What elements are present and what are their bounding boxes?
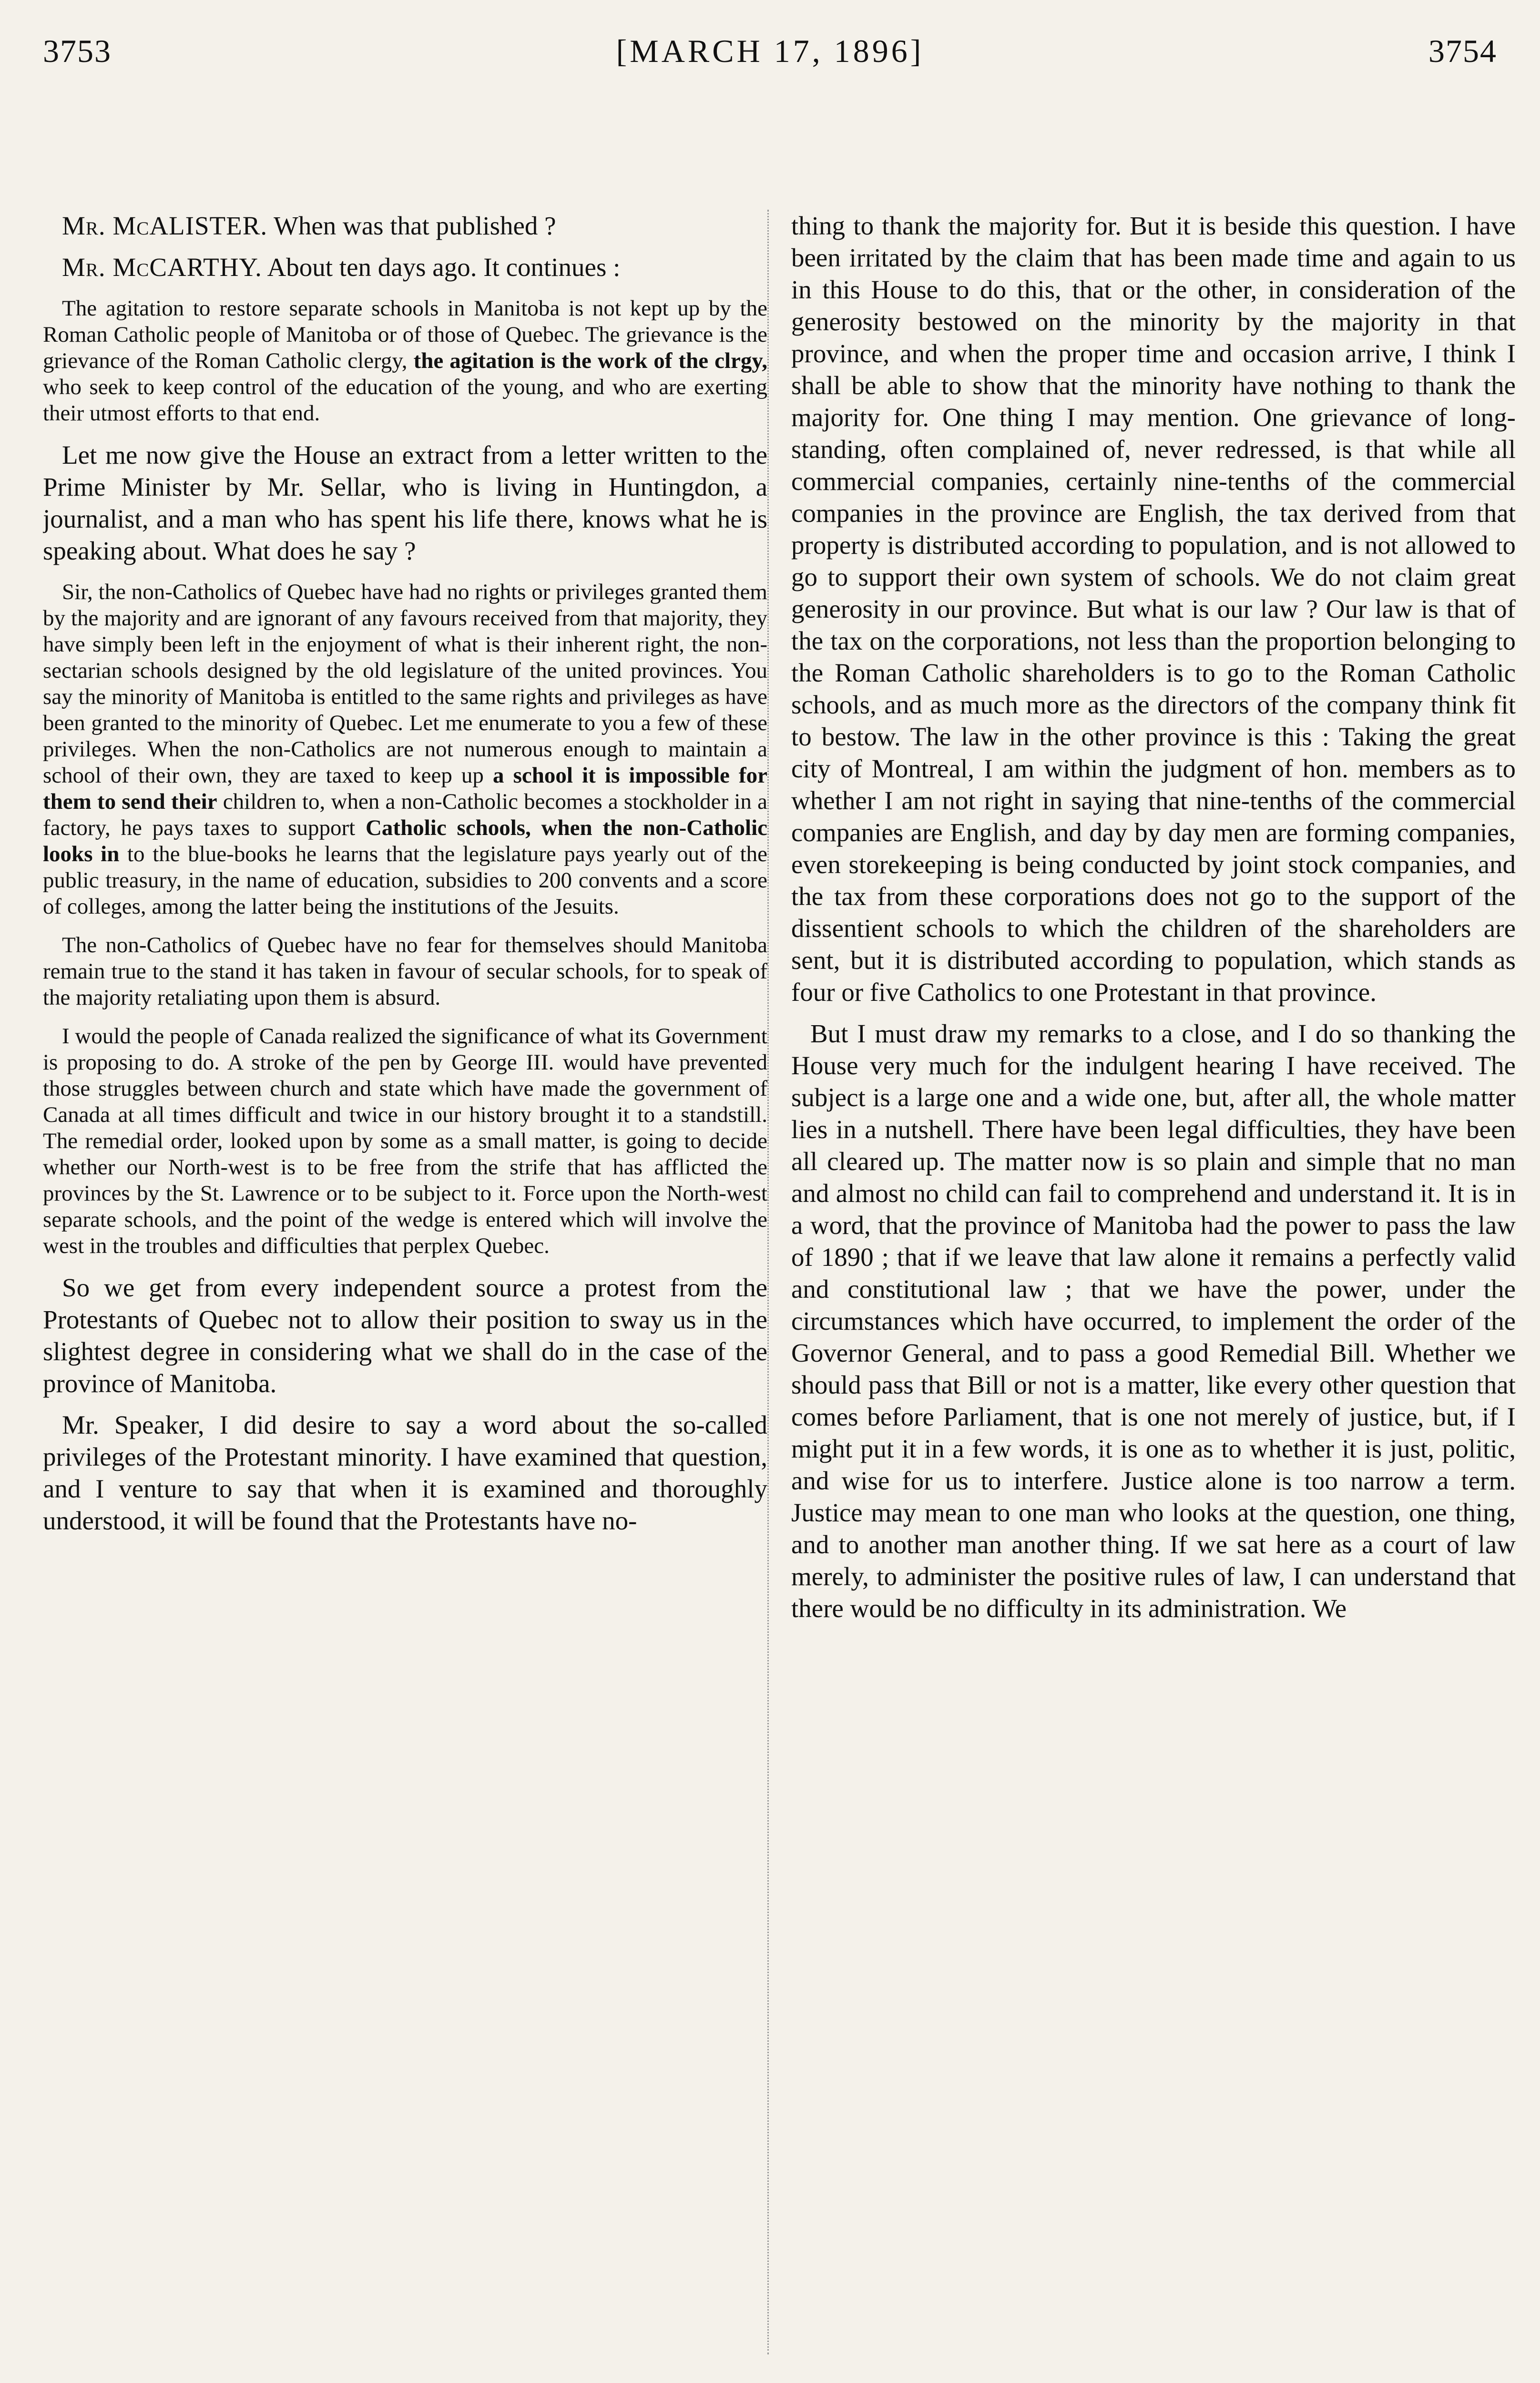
speaker-name: Mr. McCARTHY. xyxy=(62,253,262,282)
quote-bold-text: the agitation is the work of the clrgy, xyxy=(413,348,767,373)
speech-paragraph: Mr. Speaker, I did desire to say a word about the so-called privileges of the Protestant minority. I have examined that question, and I venture to say that when it is examined and thoroughly understood, it will be found that the Protestants have no- xyxy=(43,1410,767,1535)
quoted-letter: I would the people of Canada realized the significance of what its Government is proposing to do. A stroke of the pen by George III. would have prevented those struggles between church and state which have made the government of Canada at all times difficult and twice in our history brought it to a standstill. The remedial order, looked upon by some as a small matter, is going to decide whether our North-west is to be free from the strife that has afflicted the provinces by the St. Lawrence or to be subject to it. Force upon the North-west separate schools, and the point of the wedge is entered which will involve the west in the troubles and difficulties that perplex Quebec. xyxy=(43,1024,767,1258)
quote-text: to the blue-books he learns that the legislature pays yearly out of the public treasury, in the name of education, subsidies to 200 convents and a score of colleges, among the latter being the institutions of the Jesuits. xyxy=(43,842,767,919)
page-number-right: 3754 xyxy=(1428,32,1497,69)
speech-paragraph: But I must draw my remarks to a close, and I do so thanking the House very much for the indulgent hearing I have received. The subject is a large one and a wide one, but, after all, the whole matter lies in a nutshell. There have been legal difficulties, they have been all cleared up. The matter now is so plain and simple that no man and almost no child can fail to comprehend and understand it. It is in a word, that the province of Manitoba had the power to pass the law of 1890 ; that if we leave that law alone it remains a perfectly valid and constitutional law ; that we have the power, under the circumstances which have occurred, to implement the order of the Governor General, and to pass a good Remedial Bill. Whether we should pass that Bill or not is a matter, like every other question that comes before Parliament, that is one not merely of justice, but, if I might put it in a few words, it is one as to whether it is just, politic, and wise for us to interfere. Justice alone is too narrow a term. Justice may mean to one man who looks at the question, one thing, and to another man another thing. If we sat here as a court of law merely, to administer the positive rules of law, I can understand that there would be no difficulty in its administration. We xyxy=(791,1019,1516,1623)
speaker-name: Mr. McALISTER. xyxy=(62,211,268,240)
speech-paragraph: Let me now give the House an extract from a letter written to the Prime Minister by Mr. Sellar, who is living in Huntingdon, a journalist, and a man who has spent his life there, knows what he is speaking about. What does he say ? xyxy=(43,440,767,565)
quote-text: who seek to keep control of the education of the young, and who are exerting their utmost efforts to that end. xyxy=(43,375,767,426)
quote-text: Sir, the non-Catholics of Quebec have had no rights or privileges granted them by the majority and are ignorant of any favours received from that majority, they have simply been left in the enjoyment of what is their inherent right, the non-sectarian schools designed by the old legislature of the united provinces. You say the minority of Manitoba is entitled to the same rights and privileges as have been granted to the minority of Quebec. Let me enumerate to you a few of these privileges. When the non-Catholics are not numerous enough to maintain a school of their own, they are taxed to keep up xyxy=(43,580,767,788)
quote-text: The agitation to restore separate schools in Manitoba is not kept up by the Roman Catholic people of Manitoba or of those of Quebec. The grievance is the grievance of the Roman Catholic clergy, xyxy=(43,296,767,373)
quoted-letter xyxy=(43,579,767,920)
page-header xyxy=(43,25,1497,77)
speech-paragraph: thing to thank the majority for. But it is beside this question. I have been irritated by the claim that has been made time and again to us in this House to do this, that or the other, in consideration of the generosity bestowed on the minority by the majority in that province, and when the proper time and occasion arrive, I think I shall be able to show that the minority have nothing to thank the majority for. One thing I may mention. One grievance of long-standing, often complained of, never redressed, is that while all commercial companies, certainly nine-tenths of the commercial companies in the province are English, the tax derived from that property is distributed according to population, and is not allowed to go to support their own system of schools. We do not claim great generosity in our province. But what is our law ? Our law is that of the tax on the corporations, not less than the proportion belonging to the Roman Catholic shareholders is to go to the Roman Catholic schools, and as much more as the directors of the company think fit to bestow. The law in the other province is this : Taking the great city of Montreal, I am within the judgment of hon. members as to whether I am not right in saying that nine-tenths of the commercial companies are English, and day by day men are forming companies, even storekeeping is being conducted by joint stock companies, and the tax from these corporations does not go to the support of the dissentient schools to which the children of the shareholders are sent, but it is distributed according to population, which stands as four or five Catholics to one Protestant in that province. xyxy=(791,211,1516,1007)
quote-bold-text: a school it is impossible for them to send their xyxy=(43,763,767,814)
quoted-extract xyxy=(43,295,767,427)
speech-text: About ten days ago. It continues : xyxy=(267,253,621,282)
quoted-letter: The non-Catholics of Quebec have no fear for themselves should Manitoba remain true to the stand it has taken in favour of secular schools, for to speak of the majority retaliating upon them is absurd. xyxy=(43,933,767,1010)
right-column xyxy=(791,210,1516,2354)
speech-paragraph: So we get from every independent source a protest from the Protestants of Quebec not to allow their position to sway us in the slightest degree in considering what we shall do in the case of the province of Manitoba. xyxy=(43,1273,767,1398)
speech-paragraph xyxy=(43,210,767,242)
page-number-left: 3753 xyxy=(43,32,112,69)
quote-text: children to, when a non-Catholic becomes a stockholder in a factory, he pays taxes to support xyxy=(43,789,767,840)
left-column xyxy=(43,210,767,2354)
session-date: [MARCH 17, 1896] xyxy=(616,32,924,69)
speech-paragraph xyxy=(43,251,767,283)
speech-text: When was that published ? xyxy=(273,211,556,240)
column-divider xyxy=(767,210,769,2354)
quote-bold-text: Catholic schools, when the non-Catholic looks in xyxy=(43,815,767,866)
